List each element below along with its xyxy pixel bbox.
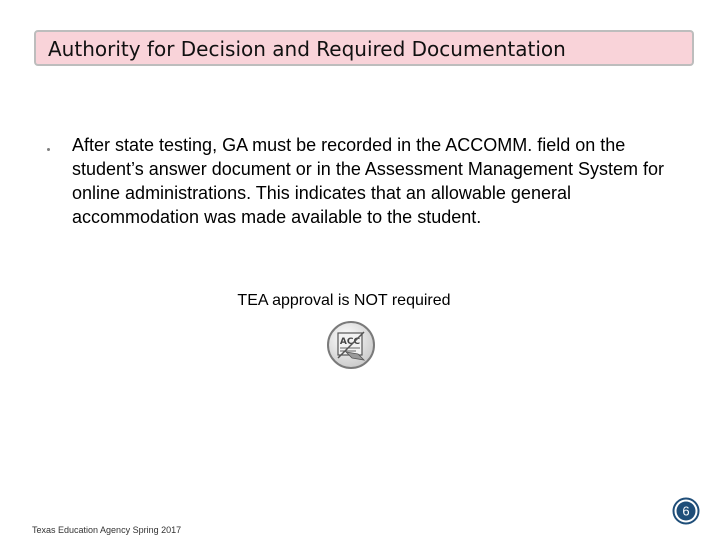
bullet-marker (47, 148, 50, 151)
slide-title: Authority for Decision and Required Documentation (48, 37, 566, 61)
page-number-badge (672, 497, 700, 525)
approval-note: TEA approval is NOT required (237, 292, 451, 309)
no-approval-document-icon (326, 320, 376, 370)
badge-label: ACC (339, 337, 361, 347)
approval-note-row (0, 291, 720, 311)
footer-text: Texas Education Agency Spring 2017 (32, 525, 182, 535)
page-number: 6 (682, 503, 690, 519)
body-paragraph: After state testing, GA must be recorded in the ACCOMM. field on the student’s answer document or in the Assessment Management System for online administrations. This indicates that an allowable general accommodation was made available to the student. (72, 135, 664, 227)
title-bar (34, 30, 694, 66)
